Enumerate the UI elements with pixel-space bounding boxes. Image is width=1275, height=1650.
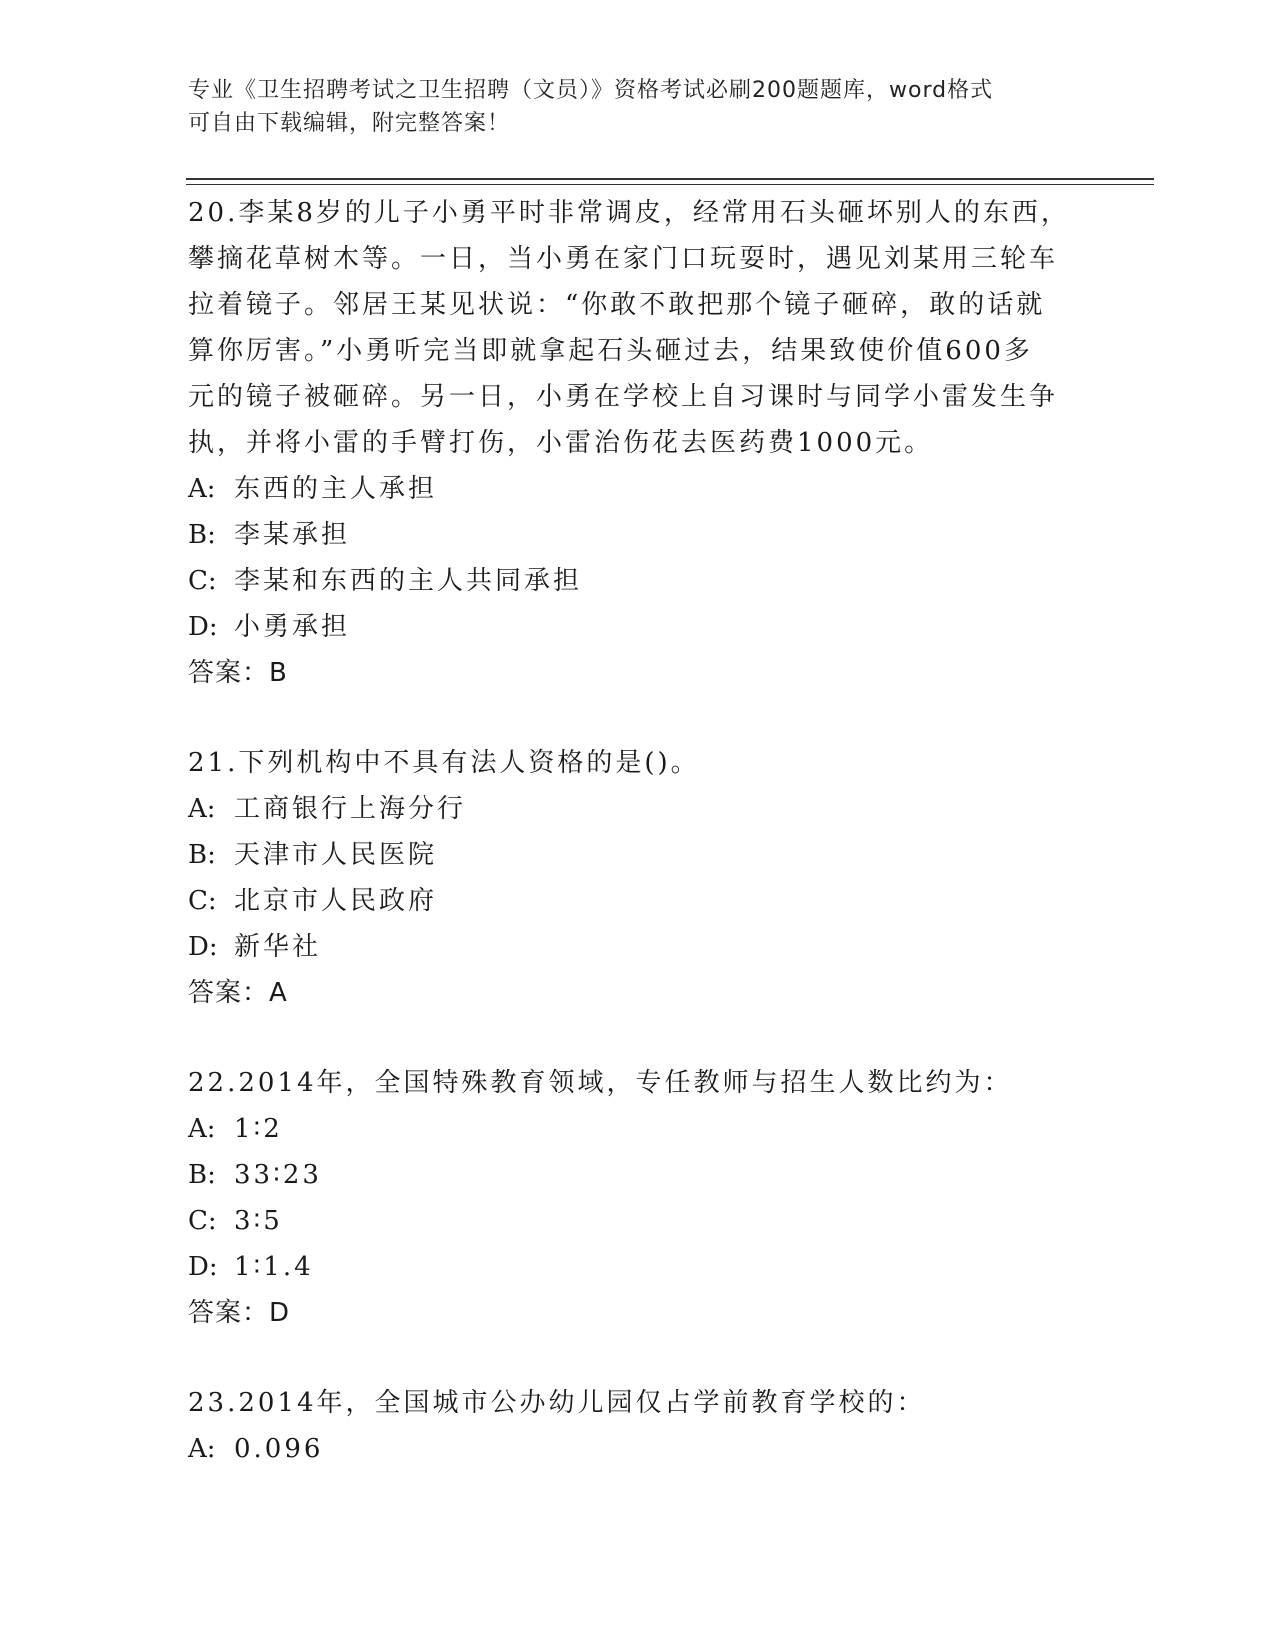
answer-option [188, 604, 1068, 650]
question-stem-line: 攀摘花草树木等。一日，当小勇在家门口玩耍时，遇见刘某用三轮车 [188, 244, 1059, 274]
question-stem-line: 元的镜子被砸碎。另一日，小勇在学校上自习课时与同学小雷发生争 [188, 382, 1059, 412]
question-stem-line: 22.2014年，全国特殊教育领域，专任教师与招生人数比约为： [188, 1068, 1013, 1098]
question-stem [188, 190, 1068, 466]
answer-option [188, 466, 1068, 512]
option-key: A: [188, 1114, 216, 1144]
header-divider-thick [186, 178, 1154, 180]
option-key: D: [188, 612, 218, 642]
answer-option [188, 878, 1068, 924]
question-stem-line: 23.2014年，全国城市公办幼儿园仅占学前教育学校的： [188, 1388, 926, 1418]
question-list [188, 190, 1068, 1472]
option-text: 李某承担 [234, 520, 351, 550]
option-key: C: [188, 1206, 217, 1236]
question-block [188, 740, 1068, 1016]
option-key: D: [188, 1252, 218, 1282]
option-text: 天津市人民医院 [234, 840, 438, 870]
option-text: 李某和东西的主人共同承担 [234, 566, 583, 596]
question-stem-line: 21.下列机构中不具有法人资格的是()。 [188, 748, 700, 778]
answer-option [188, 1198, 1068, 1244]
answer-option [188, 558, 1068, 604]
answer-option [188, 924, 1068, 970]
answer-option [188, 1106, 1068, 1152]
document-header [188, 74, 1068, 140]
option-key: C: [188, 566, 217, 596]
option-text: 小勇承担 [234, 612, 351, 642]
option-key: B: [188, 840, 216, 870]
answer-option [188, 1244, 1068, 1290]
question-block [188, 1060, 1068, 1336]
question-spacer [188, 696, 1068, 740]
option-key: B: [188, 1160, 216, 1190]
answer-option [188, 786, 1068, 832]
option-key: C: [188, 886, 217, 916]
question-stem-line: 执，并将小雷的手臂打伤，小雷治伤花去医药费1000元。 [188, 428, 934, 458]
option-key: B: [188, 520, 216, 550]
option-key: D: [188, 932, 218, 962]
option-key: A: [188, 474, 216, 504]
question-block [188, 1380, 1068, 1472]
answer-text: 答案：A [188, 978, 288, 1008]
header-line-2: 可自由下载编辑，附完整答案！ [188, 111, 511, 136]
option-text: 3∶5 [234, 1206, 283, 1236]
header-divider-thin [186, 184, 1154, 185]
option-key: A: [188, 794, 216, 824]
answer-option [188, 832, 1068, 878]
question-stem-line: 算你厉害。”小勇听完当即就拿起石头砸过去，结果致使价值600多 [188, 336, 1033, 366]
option-key: A: [188, 1434, 216, 1464]
question-stem-line: 拉着镜子。邻居王某见状说：“你敢不敢把那个镜子砸碎，敢的话就 [188, 290, 1046, 320]
question-stem [188, 1380, 1068, 1426]
answer-option [188, 512, 1068, 558]
option-text: 1∶1.4 [234, 1252, 314, 1282]
question-stem [188, 740, 1068, 786]
option-text: 1∶2 [234, 1114, 283, 1144]
question-spacer [188, 1336, 1068, 1380]
answer-text: 答案：B [188, 658, 288, 688]
option-text: 0.096 [234, 1434, 324, 1464]
question-spacer [188, 1016, 1068, 1060]
question-stem [188, 1060, 1068, 1106]
option-text: 东西的主人承担 [234, 474, 438, 504]
question-stem-line: 20.李某8岁的儿子小勇平时非常调皮，经常用石头砸坏别人的东西， [188, 198, 1070, 228]
answer-option [188, 1426, 1068, 1472]
answer-text: 答案：D [188, 1298, 291, 1328]
header-line-1: 专业《卫生招聘考试之卫生招聘（文员）》资格考试必刷200题题库，word格式 [188, 78, 994, 103]
option-text: 新华社 [234, 932, 322, 962]
answer-option [188, 1152, 1068, 1198]
option-text: 北京市人民政府 [234, 886, 438, 916]
question-block [188, 190, 1068, 696]
option-text: 33∶23 [234, 1160, 322, 1190]
option-text: 工商银行上海分行 [234, 794, 467, 824]
